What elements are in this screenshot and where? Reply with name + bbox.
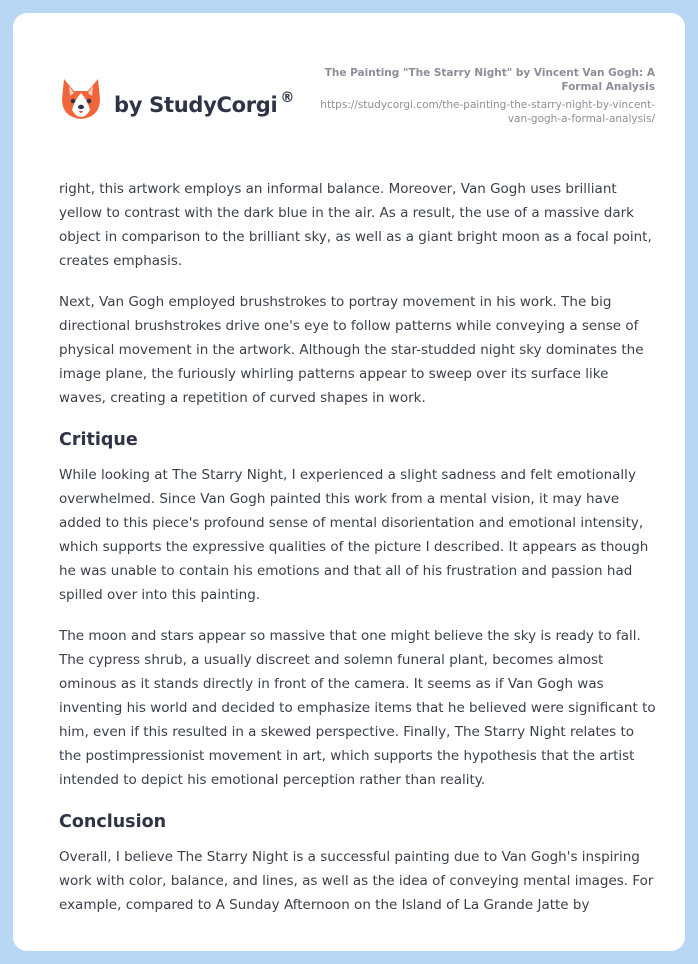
paragraph: While looking at The Starry Night, I experienced a slight sadness and felt emotionally overwhelmed. Since Van Gogh painted this work from a mental vision, it may have added to this piece's profound sense of mental disorientation and emotional intensity, which supports the expressive qualities of the picture I described. It appears as though he was unable to contain his emotions and that all of his frustration and passion had spilled over into this painting. [59,467,649,603]
brand-name [114,90,294,117]
paragraph: Next, Van Gogh employed brushstrokes to portray movement in his work. The big directional brushstrokes drive one's eye to follow patterns while conveying a sense of physical movement in the artwork. Although the star-studded night sky dominates the image plane, the furiously whirling patterns appear to sweep over its surface like waves, creating a repetition of curved shapes in work. [59,294,644,406]
essay-body [59,177,659,934]
document-url-link[interactable]: https://studycorgi.com/the-painting-the-starry-night-by-vincent-van-gogh-a-formal-analysis/ [320,99,655,125]
studycorgi-logo[interactable] [60,77,294,121]
section-heading-conclusion: Conclusion [59,812,167,832]
document-meta [315,66,655,126]
paragraph: Overall, I believe The Starry Night is a successful painting due to Van Gogh's inspiring work with color, balance, and lines, as well as the idea of conveying mental images. For example, compared to A Sunday Afternoon on the Island of La Grande Jatte by [59,849,654,913]
section-heading-critique: Critique [59,430,138,450]
brand-text: by StudyCorgi [114,92,278,117]
corgi-logo-icon [60,77,102,121]
paragraph: right, this artwork employs an informal balance. Moreover, Van Gogh uses brilliant yellow to contrast with the dark blue in the air. As a result, the use of a massive dark object in comparison to the brilliant sky, as well as a giant bright moon as a focal point, creates emphasis. [59,181,652,269]
document-page [13,13,685,951]
paragraph: The moon and stars appear so massive that one might believe the sky is ready to fall. The cypress shrub, a usually discreet and solemn funeral plant, becomes almost ominous as it stands directly in front of the camera. It seems as if Van Gogh was inventing his world and decided to emphasize items that he believed were significant to him, even if this resulted in a skewed perspective. Finally, The Starry Night relates to the postimpressionist movement in art, which supports the hypothesis that the artist intended to depict his emotional perception rather than reality. [59,628,656,788]
registered-mark: ® [280,89,295,106]
document-title: The Painting "The Starry Night" by Vincent Van Gogh: A Formal Analysis [324,67,655,93]
